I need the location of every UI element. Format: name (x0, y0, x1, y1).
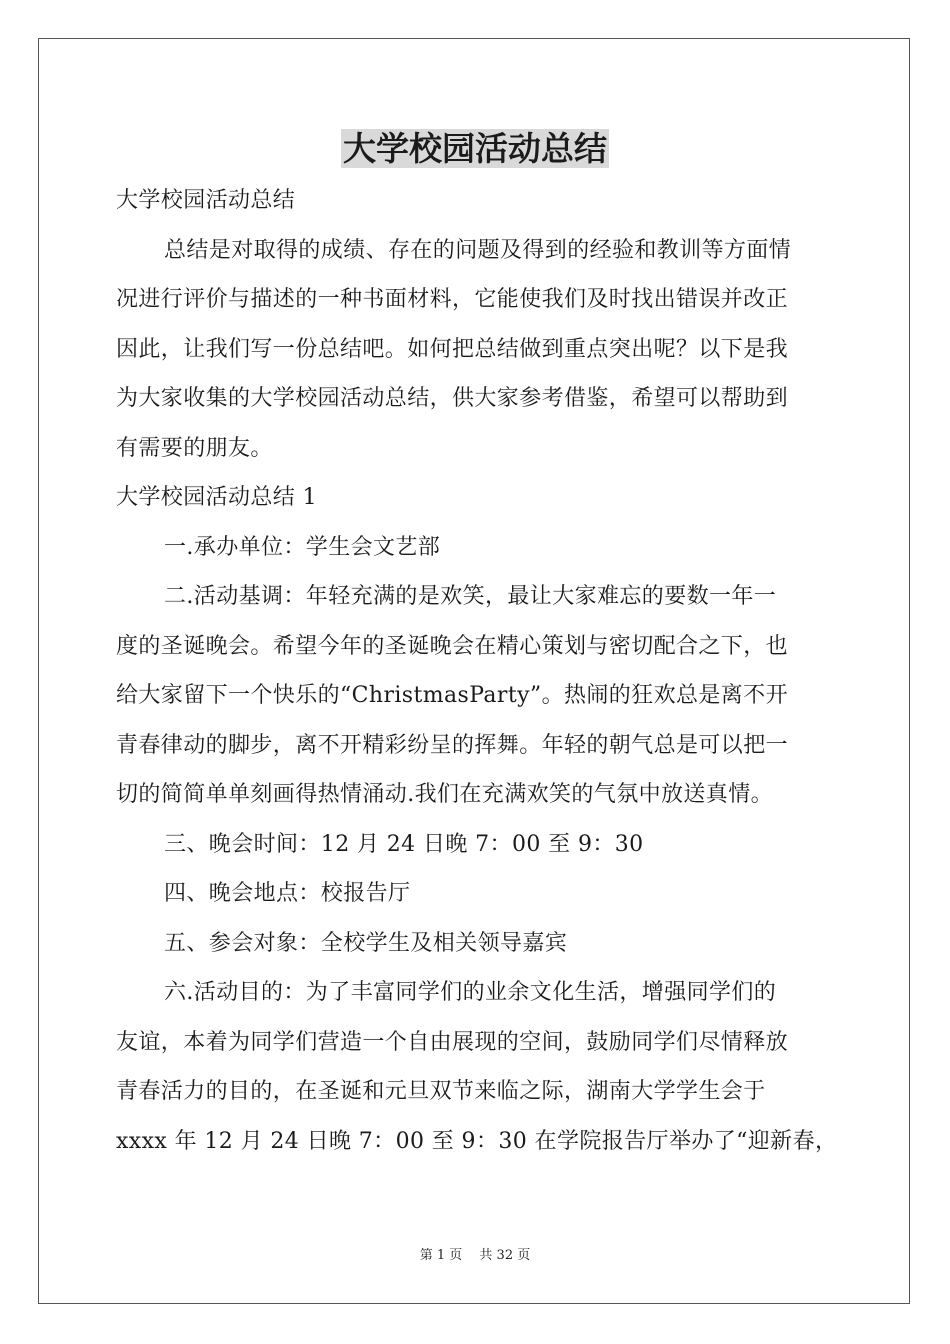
text-line: 度的圣诞晚会。希望今年的圣诞晚会在精心策划与密切配合之下，也 (116, 633, 789, 659)
text-line: 因此，让我们写一份总结吧。如何把总结做到重点突出呢？以下是我 (116, 336, 789, 362)
text-line: 大学校园活动总结 (116, 188, 296, 213)
text-line: 二.活动基调：年轻充满的是欢笑，最让大家难忘的要数一年一 (164, 584, 777, 609)
text-line: 四、晚会地点：校报告厅 (164, 881, 411, 906)
text-line: 友谊，本着为同学们营造一个自由展现的空间，鼓励同学们尽情释放 (116, 1029, 789, 1055)
text-line: xxxx 年 12 月 24 日晚 7：00 至 9：30 在学院报告厅举办了“迎新春， (116, 1128, 838, 1154)
text-line: 为大家收集的大学校园活动总结，供大家参考借鉴，希望可以帮助到 (116, 386, 789, 411)
text-line: 大学校园活动总结 1 (116, 485, 317, 510)
text-line: 切的简简单单刻画得热情涌动.我们在充满欢笑的气氛中放送真情。 (116, 782, 773, 807)
page-number: 第 1 页 共 32 页 (419, 1248, 531, 1263)
text-line: 给大家留下一个快乐的“ChristmasParty”。热闹的狂欢总是离不开 (116, 683, 788, 708)
text-line: 五、参会对象：全校学生及相关领导嘉宾 (164, 930, 568, 956)
text-line: 青春律动的脚步，离不开精彩纷呈的挥舞。年轻的朝气总是可以把一 (116, 732, 789, 758)
text-line: 三、晚会时间：12 月 24 日晚 7：00 至 9：30 (164, 831, 644, 857)
text-line: 一.承办单位：学生会文艺部 (164, 534, 441, 560)
document-title (0, 124, 950, 174)
text-line: 有需要的朋友。 (116, 435, 273, 461)
document-body (116, 176, 836, 1166)
page-footer (0, 1246, 950, 1266)
text-line: 况进行评价与描述的一种书面材料，它能使我们及时找出错误并改正 (116, 287, 789, 312)
document-title-text: 大学校园活动总结 (343, 129, 607, 168)
text-line: 青春活力的目的，在圣诞和元旦双节来临之际，湖南大学学生会于 (116, 1079, 766, 1104)
text-line: 总结是对取得的成绩、存在的问题及得到的经验和教训等方面情 (164, 237, 792, 263)
text-line: 六.活动目的：为了丰富同学们的业余文化生活，增强同学们的 (164, 980, 777, 1005)
